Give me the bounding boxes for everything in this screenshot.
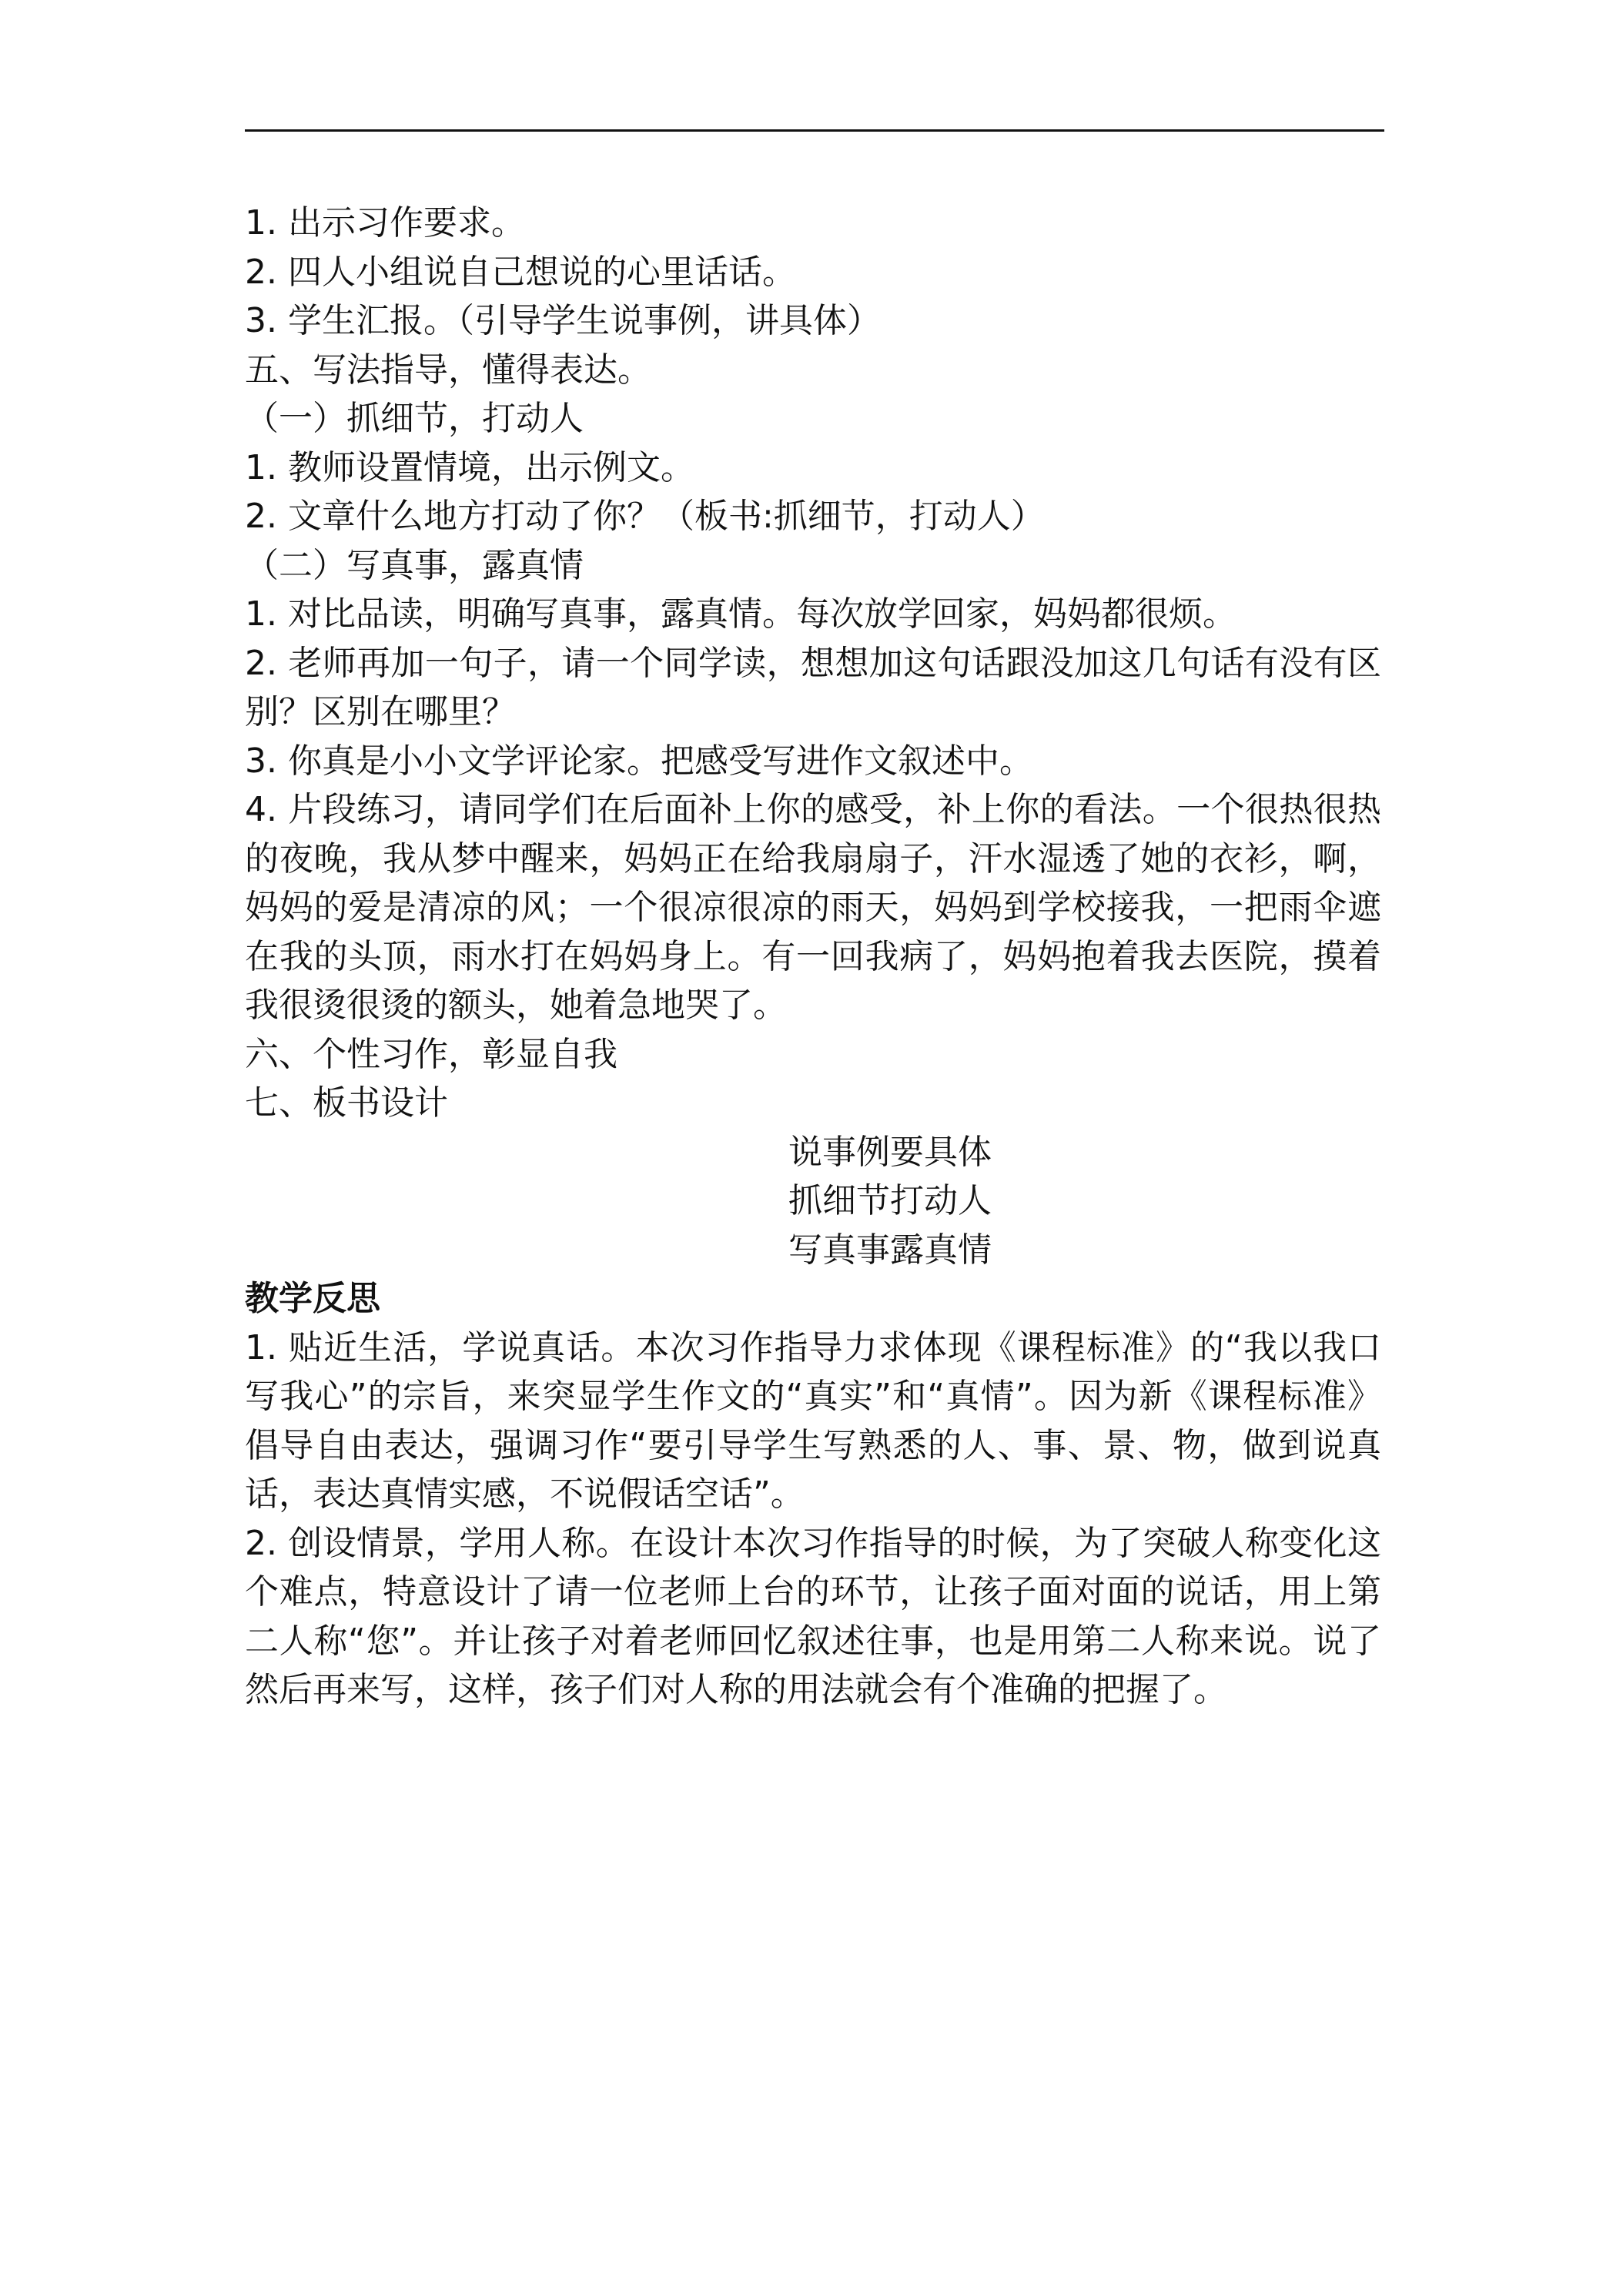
text-line: 2. 文章什么地方打动了你？（板书:抓细节，打动人）	[245, 497, 1045, 536]
board-line: 抓细节打动人	[788, 1181, 992, 1220]
text-line: 1. 对比品读，明确写真事，露真情。每次放学回家，妈妈都很烦。	[245, 594, 1236, 634]
text-line: 2. 四人小组说自己想说的心里话话。	[245, 252, 796, 292]
section-heading: 五、写法指导，懂得表达。	[245, 350, 651, 390]
subsection-heading: （一）抓细节，打动人	[245, 399, 584, 438]
section-heading: 六、个性习作，彰显自我	[245, 1034, 617, 1074]
paragraph: 2. 老师再加一句子，请一个同学读，想想加这句话跟没加这几句话有没有区别？区别在哪里？	[245, 643, 1381, 731]
text-line: 1. 教师设置情境，出示例文。	[245, 447, 694, 487]
board-line: 说事例要具体	[788, 1132, 992, 1172]
paragraph: 4. 片段练习，请同学们在后面补上你的感受，补上你的看法。一个很热很热的夜晚，我从梦中醒来，妈妈正在给我扇扇子，汗水湿透了她的衣衫，啊，妈妈的爱是清凉的风；一个很凉很凉的雨天，妈妈到学校接我，一把雨伞遮在我的头顶，雨水打在妈妈身上。有一回我病了，妈妈抱着我去医院，摸着我很烫很烫的额头，她着急地哭了。	[245, 790, 1381, 1025]
paragraph: 2. 创设情景，学用人称。在设计本次习作指导的时候，为了突破人称变化这个难点，特意设计了请一位老师上台的环节，让孩子面对面的说话，用上第二人称“您”。并让孩子对着老师回忆叙述往事，也是用第二人称来说。说了然后再来写，这样，孩子们对人称的用法就会有个准确的把握了。	[245, 1523, 1381, 1709]
header-rule	[245, 129, 1384, 132]
subsection-heading: （二）写真事，露真情	[245, 545, 584, 585]
text-line: 1. 出示习作要求。	[245, 203, 525, 243]
document-body	[245, 199, 1381, 1715]
text-line: 3. 你真是小小文学评论家。把感受写进作文叙述中。	[245, 741, 1033, 781]
board-line: 写真事露真情	[788, 1230, 992, 1270]
text-line: 3. 学生汇报。（引导学生说事例，讲具体）	[245, 301, 881, 340]
paragraph: 1. 贴近生活，学说真话。本次习作指导力求体现《课程标准》的“我以我口写我心”的宗旨，来突显学生作文的“真实”和“真情”。因为新《课程标准》倡导自由表达，强调习作“要引导学生写熟悉的人、事、景、物，做到说真话，表达真情实感，不说假话空话”。	[245, 1327, 1381, 1514]
section-heading: 七、板书设计	[245, 1083, 448, 1123]
reflection-title: 教学反思	[245, 1279, 380, 1318]
